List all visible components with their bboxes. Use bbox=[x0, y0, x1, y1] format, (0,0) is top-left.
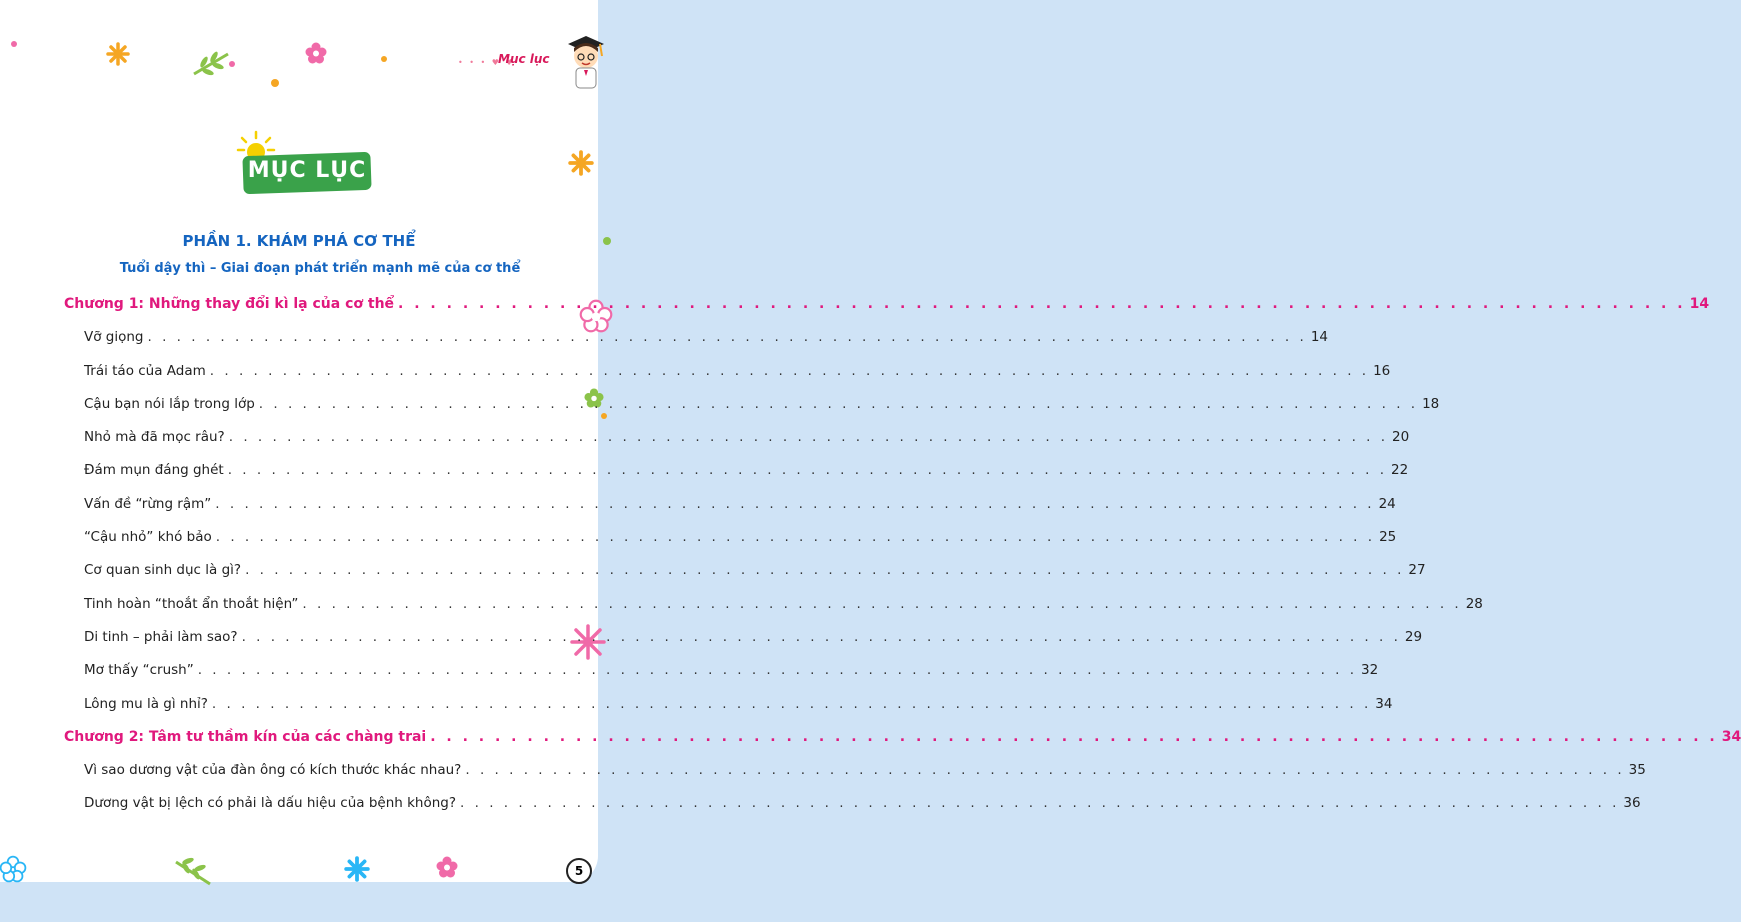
toc-chapter-row[interactable] bbox=[64, 296, 1710, 329]
toc-item-row[interactable] bbox=[64, 762, 1646, 795]
toc-item-row[interactable] bbox=[64, 495, 1396, 529]
toc-entry-label: Vỡ giọng bbox=[84, 329, 144, 346]
toc-entry-label: Dương vật bị lệch có phải là dấu hiệu của bệnh không? bbox=[84, 795, 457, 812]
toc-entry-label: Tinh hoàn “thoắt ẩn thoắt hiện” bbox=[84, 595, 299, 612]
toc-leader-dots: . . . . . . . . . . . . . . . . . . . . . . . . . . . . . . . . . . . . . . . . . . . . . . . . . . . . . . . . . . . . . . . . . . . . . . . . . . . . . . . . bbox=[211, 695, 1372, 712]
toc-item-row[interactable] bbox=[64, 595, 1483, 629]
toc-leader-dots: . . . . . . . . . . . . . . . . . . . . . . . . . . . . . . . . . . . . . . . . . . . . . . . . . . . . . . . . . . . . . . . . . . . . . . . . . . . . . . . . bbox=[215, 529, 1376, 546]
toc-entry-label: Nhỏ mà đã mọc râu? bbox=[84, 429, 225, 446]
hearts-decoration: • • • ♥ ♥ bbox=[458, 58, 515, 67]
toc-entry-label: Trái táo của Adam bbox=[84, 362, 206, 379]
flower-icon bbox=[305, 42, 327, 64]
toc-entry-label: Đám mụn đáng ghét bbox=[84, 462, 224, 479]
toc-leader-dots: . . . . . . . . . . . . . . . . . . . . . . . . . . . . . . . . . . . . . . . . . . . . . . . . . . . . . . . . . . . . . . . . . . . . . . . . . . . . . . . . bbox=[147, 329, 1307, 346]
toc-entry-label: Di tinh – phải làm sao? bbox=[84, 628, 238, 645]
dot-icon bbox=[228, 60, 236, 68]
toc-page-number: 18 bbox=[1422, 395, 1440, 412]
toc-leader-dots: . . . . . . . . . . . . . . . . . . . . . . . . . . . . . . . . . . . . . . . . . . . . . . . . . . . . . . . . . . . . . . . . . . . . . . . . . . . . . . . . bbox=[245, 562, 1405, 579]
table-of-contents bbox=[64, 296, 1741, 829]
toc-page-number: 22 bbox=[1391, 462, 1409, 479]
toc-title-banner bbox=[243, 148, 371, 196]
toc-item-row[interactable] bbox=[64, 329, 1328, 362]
toc-item-row[interactable] bbox=[64, 562, 1426, 595]
toc-entry-label: “Cậu nhỏ” khó bảo bbox=[84, 529, 212, 546]
toc-page-number: 35 bbox=[1628, 762, 1646, 779]
toc-page-number: 29 bbox=[1404, 628, 1423, 645]
toc-entry-label: Mơ thấy “crush” bbox=[84, 662, 194, 679]
toc-leader-dots: . . . . . . . . . . . . . . . . . . . . . . . . . . . . . . . . . . . . . . . . . . . . . . . . . . . . . . . . . . . . . . . . . . . . . . . . . . . . . . . . bbox=[227, 462, 1388, 479]
toc-page-number: 34 bbox=[1375, 695, 1393, 712]
toc-entry-label: Cơ quan sinh dục là gì? bbox=[84, 562, 242, 579]
toc-item-row[interactable] bbox=[64, 429, 1410, 462]
dot-icon bbox=[10, 40, 18, 48]
dot-icon bbox=[600, 412, 608, 420]
toc-item-row[interactable] bbox=[64, 529, 1397, 562]
part-title: PHẦN 1. KHÁM PHÁ CƠ THỂ bbox=[182, 232, 416, 250]
toc-entry-label: Lông mu là gì nhỉ? bbox=[84, 695, 208, 712]
toc-title: MỤC LỤC bbox=[247, 158, 367, 183]
toc-page-number: 14 bbox=[1310, 329, 1328, 346]
toc-leader-dots: . . . . . . . . . . . . . . . . . . . . . . . . . . . . . . . . . . . . . . . . . . . . . . . . . . . . . . . . . . . . . . . . . . . . . . . . . . . . . . . . bbox=[228, 429, 1389, 446]
toc-page-number: 34 bbox=[1721, 728, 1741, 745]
toc-item-row[interactable] bbox=[64, 795, 1641, 828]
toc-leader-dots: . . . . . . . . . . . . . . . . . . . . . . . . . . . . . . . . . . . . . . . . . . . . . . . . . . . . . . . . . . . . . . . . . . . . . . . . . . . . . . . . bbox=[465, 762, 1625, 779]
toc-leader-dots: . . . . . . . . . . . . . . . . . . . . . . . . . . . . . . . . . . . . . . . . . . . . . . . . . . . . . . . . . . . . . . . . . . . . . . . . . . . . . . . . bbox=[209, 362, 1370, 379]
toc-item-row[interactable] bbox=[64, 395, 1440, 429]
leaf-branch-icon bbox=[172, 858, 216, 888]
toc-item-row[interactable] bbox=[64, 628, 1423, 662]
toc-entry-label: Vấn đề “rừng rậm” bbox=[84, 495, 212, 512]
student-mascot-icon bbox=[564, 30, 606, 92]
toc-item-row[interactable] bbox=[64, 362, 1391, 396]
dot-icon bbox=[602, 236, 612, 246]
dot-icon bbox=[270, 78, 280, 88]
toc-page-number: 28 bbox=[1465, 595, 1483, 612]
toc-page-number: 16 bbox=[1373, 362, 1391, 379]
toc-page-number: 25 bbox=[1379, 529, 1397, 546]
toc-leader-dots: . . . . . . . . . . . . . . . . . . . . . . . . . . . . . . . . . . . . . . . . . . . . . . . . . . . . . . . . . . . . . . . . . . . . . . . . . . . . . . . . bbox=[241, 628, 1401, 645]
flower-icon bbox=[436, 856, 458, 878]
star-icon bbox=[106, 42, 130, 66]
section-label: Mục lục bbox=[498, 52, 550, 66]
toc-page-number: 14 bbox=[1689, 296, 1710, 312]
toc-leader-dots: . . . . . . . . . . . . . . . . . . . . . . . . . . . . . . . . . . . . . . . . . . . . . . . . . . . . . . . . . . . . . . . . . . . . . . . . . . . . . . . . bbox=[197, 662, 1358, 679]
toc-leader-dots: . . . . . . . . . . . . . . . . . . . . . . . . . . . . . . . . . . . . . . . . . . . . . . . . . . . . . . . . . . . . . . . . . . . . . . . . . . . . . . . . bbox=[398, 296, 1686, 312]
toc-entry-label: Cậu bạn nói lắp trong lớp bbox=[84, 395, 255, 412]
page-number: 5 bbox=[566, 858, 592, 884]
toc-entry-label: Chương 1: Những thay đổi kì lạ của cơ thể bbox=[64, 296, 395, 312]
toc-leader-dots: . . . . . . . . . . . . . . . . . . . . . . . . . . . . . . . . . . . . . . . . . . . . . . . . . . . . . . . . . . . . . . . . . . . . . . . . . . . . . . . . bbox=[258, 395, 1419, 412]
toc-page-number: 32 bbox=[1361, 662, 1379, 679]
toc-page-number: 36 bbox=[1623, 795, 1641, 812]
toc-leader-dots: . . . . . . . . . . . . . . . . . . . . . . . . . . . . . . . . . . . . . . . . . . . . . . . . . . . . . . . . . . . . . . . . . . . . . . . . . . . . . . . . bbox=[460, 795, 1620, 812]
dot-icon bbox=[380, 55, 388, 63]
toc-page-number: 27 bbox=[1408, 562, 1426, 579]
star-icon bbox=[344, 856, 370, 882]
toc-item-row[interactable] bbox=[64, 462, 1409, 495]
toc-leader-dots: . . . . . . . . . . . . . . . . . . . . . . . . . . . . . . . . . . . . . . . . . . . . . . . . . . . . . . . . . . . . . . . . . . . . . . . . . . . . . . . . bbox=[302, 595, 1462, 612]
toc-item-row[interactable] bbox=[64, 662, 1379, 695]
toc-item-row[interactable] bbox=[64, 695, 1393, 729]
toc-entry-label: Chương 2: Tâm tư thầm kín của các chàng trai bbox=[64, 728, 427, 745]
toc-page-number: 20 bbox=[1392, 429, 1410, 446]
toc-leader-dots: . . . . . . . . . . . . . . . . . . . . . . . . . . . . . . . . . . . . . . . . . . . . . . . . . . . . . . . . . . . . . . . . . . . . . . . . . . . . . . . . bbox=[430, 728, 1718, 745]
flower-outline-icon bbox=[0, 856, 26, 882]
toc-chapter-row[interactable] bbox=[64, 728, 1741, 762]
toc-entry-label: Vì sao dương vật của đàn ông có kích thước khác nhau? bbox=[84, 762, 462, 779]
toc-leader-dots: . . . . . . . . . . . . . . . . . . . . . . . . . . . . . . . . . . . . . . . . . . . . . . . . . . . . . . . . . . . . . . . . . . . . . . . . . . . . . . . . bbox=[215, 495, 1375, 512]
toc-page-number: 24 bbox=[1378, 495, 1396, 512]
star-icon bbox=[568, 150, 594, 176]
part-subtitle: Tuổi dậy thì – Giai đoạn phát triển mạnh mẽ của cơ thể bbox=[119, 261, 521, 276]
